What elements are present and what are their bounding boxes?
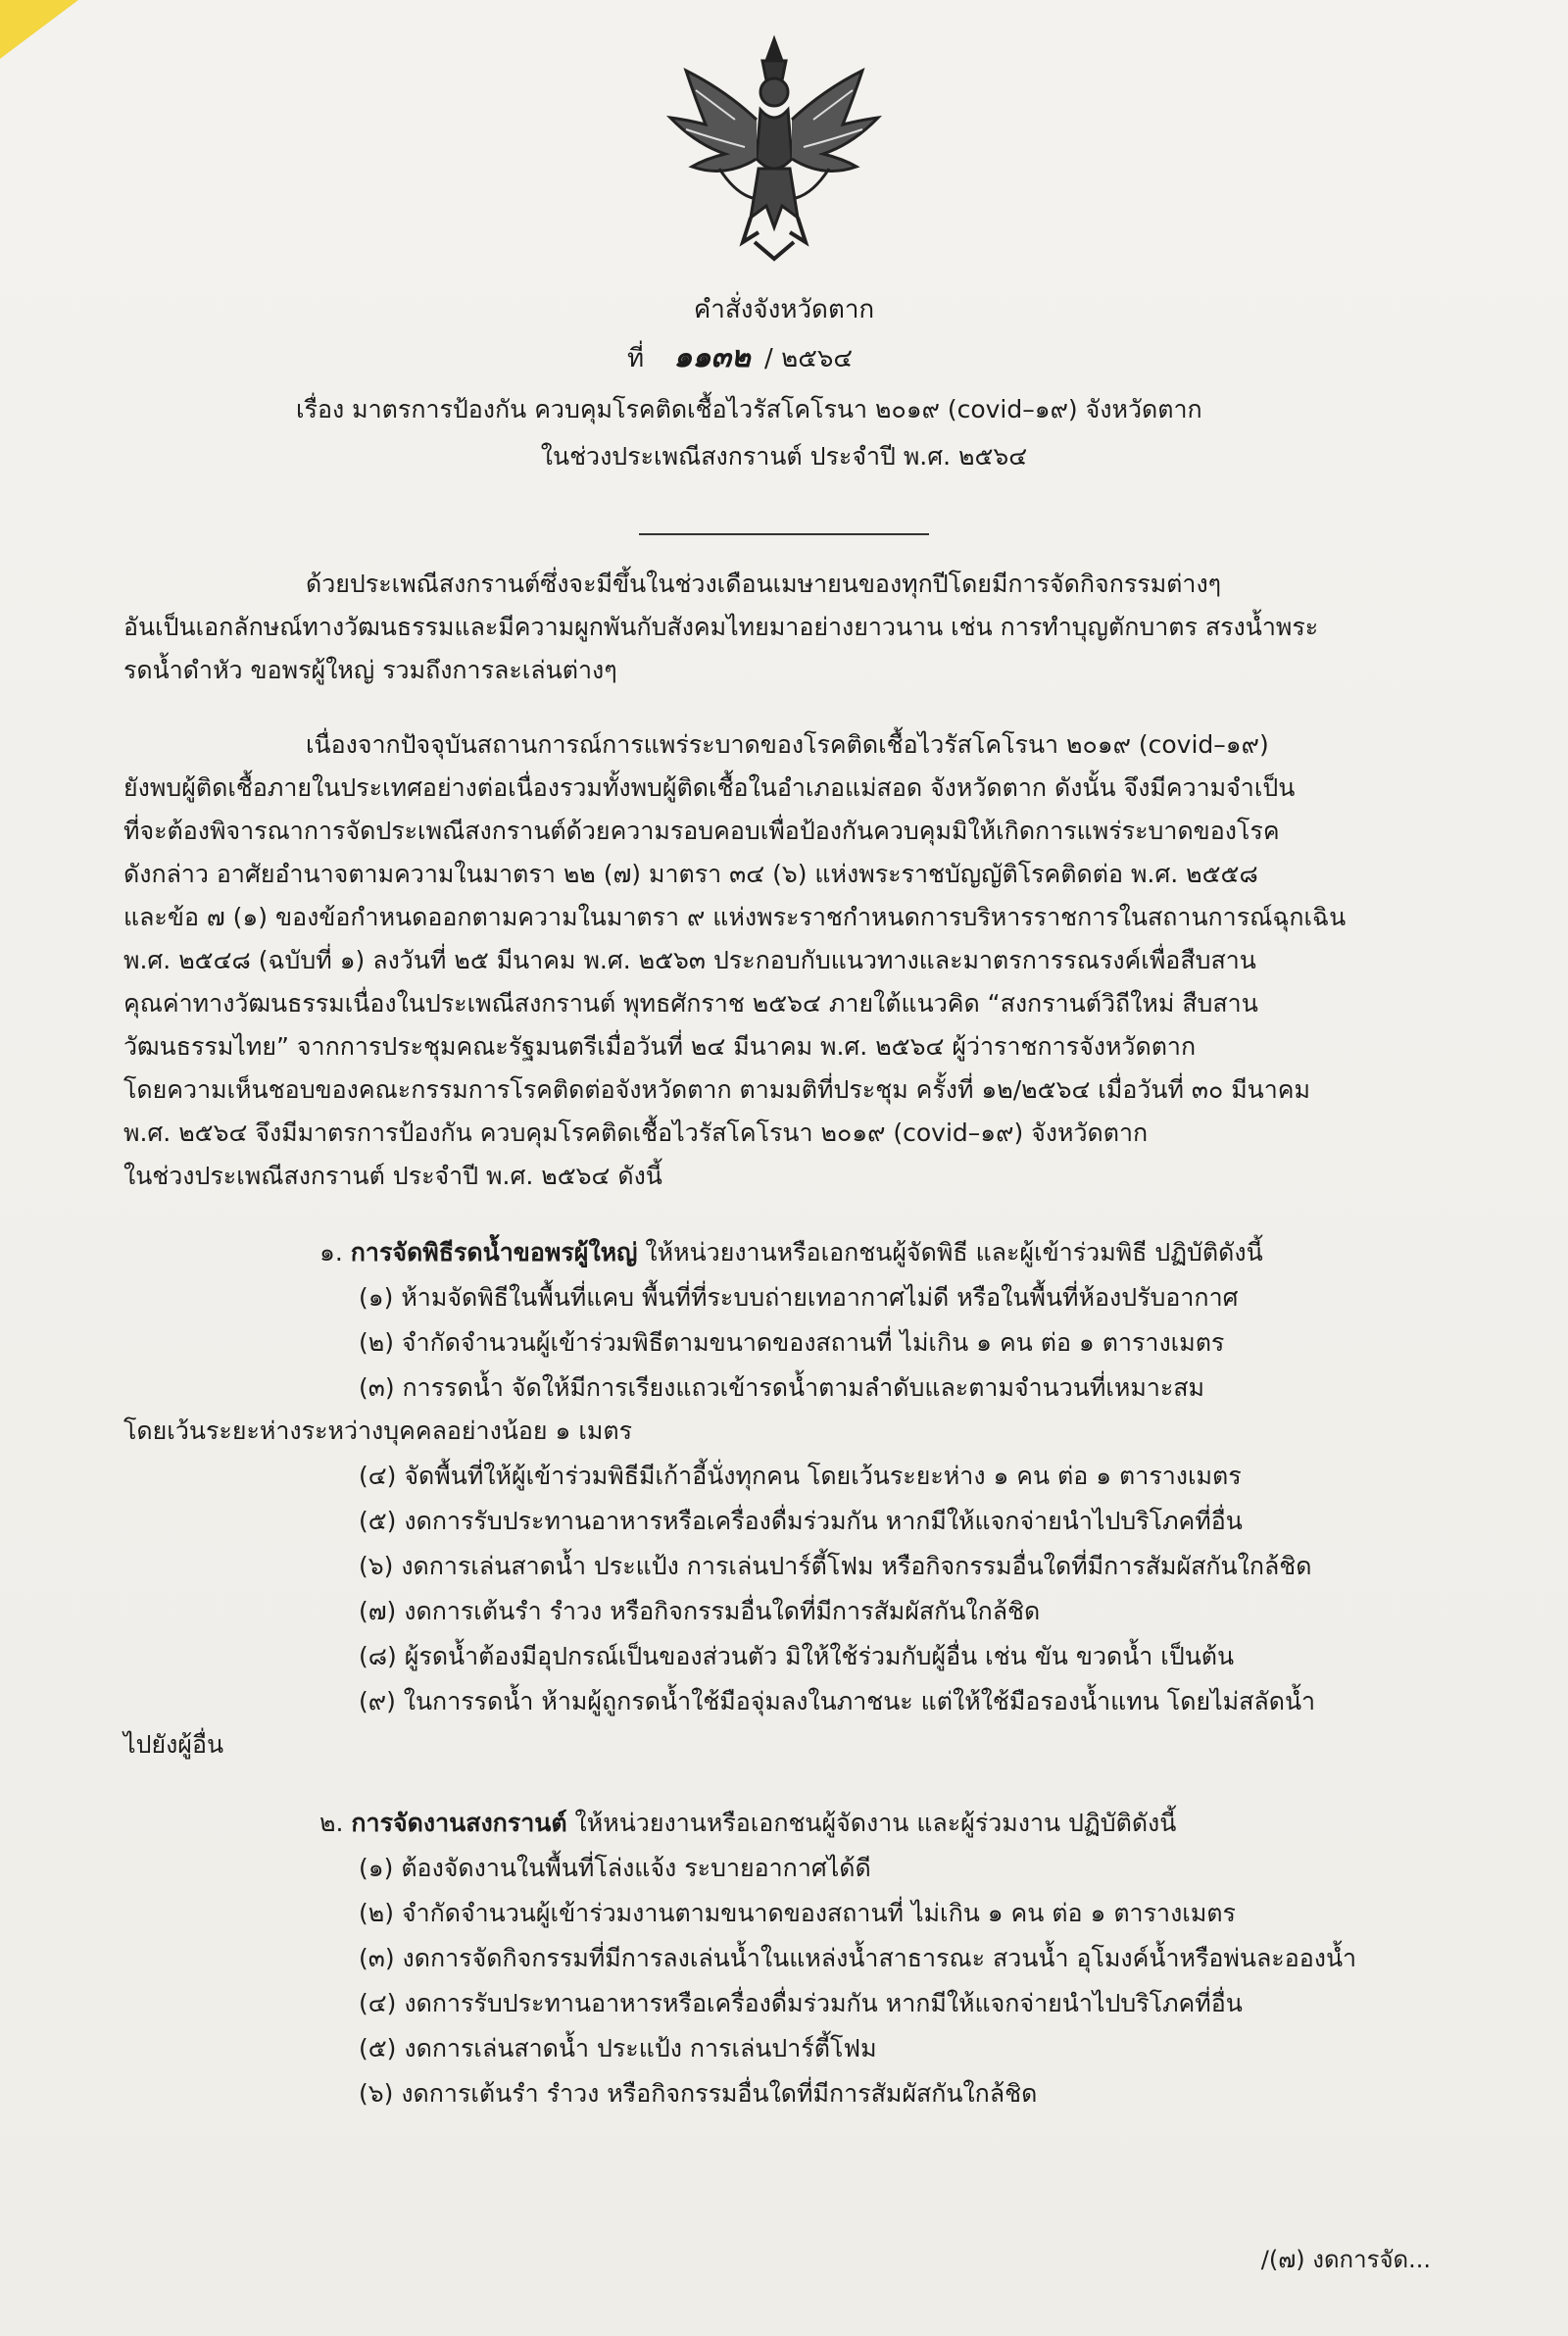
section1-intro: ให้หน่วยงานหรือเอกชนผู้จัดพิธี และผู้เข้าร่วมพิธี ปฏิบัติดังนี้	[637, 1238, 1263, 1267]
order-number-prefix: ที่	[627, 344, 645, 373]
section1-item-3: (๓) การรดน้ำ จัดให้มีการเรียงแถวเข้ารดน้ำตามลำดับและตามจำนวนที่เหมาะสม	[359, 1373, 1205, 1402]
garuda-emblem	[657, 31, 892, 267]
para2-line-8: วัฒนธรรมไทย” จากการประชุมคณะรัฐมนตรีเมื่อวันที่ ๒๔ มีนาคม พ.ศ. ๒๕๖๔ ผู้ว่าราชการจังหวัดตาก	[123, 1032, 1197, 1061]
section2-item-3: (๓) งดการจัดกิจกรรมที่มีการลงเล่นน้ำในแหล่งน้ำสาธารณะ สวนน้ำ อุโมงค์น้ำหรือพ่นละอองน้ำ	[359, 1944, 1357, 1972]
order-title: คำสั่งจังหวัดตาก	[693, 295, 875, 324]
para2-line-2: ยังพบผู้ติดเชื้อภายในประเทศอย่างต่อเนื่องรวมทั้งพบผู้ติดเชื้อในอำเภอแม่สอด จังหวัดตาก ดังนั้น จึงมีความจำเป็น	[123, 773, 1296, 802]
section2-item-4: (๔) งดการรับประทานอาหารหรือเครื่องดื่มร่วมกัน หากมีให้แจกจ่ายนำไปบริโภคที่อื่น	[359, 1989, 1243, 2017]
section1-item-7: (๗) งดการเต้นรำ รำวง หรือกิจกรรมอื่นใดที่มีการสัมผัสกันใกล้ชิด	[359, 1597, 1041, 1625]
para1-line-2: อันเป็นเอกลักษณ์ทางวัฒนธรรมและมีความผูกพันกับสังคมไทยมาอย่างยาวนาน เช่น การทำบุญตักบาตร สรงน้ำพระ	[123, 613, 1319, 641]
para2-line-1: เนื่องจากปัจจุบันสถานการณ์การแพร่ระบาดของโรคติดเชื้อไวรัสโคโรนา ๒๐๑๙ (covid–๑๙)	[306, 730, 1269, 759]
para2-line-7: คุณค่าทางวัฒนธรรมเนื่องในประเพณีสงกรานต์ พุทธศักราช ๒๕๖๔ ภายใต้แนวคิด “สงกรานต์วิถีใหม่ สืบสาน	[123, 989, 1258, 1018]
order-number-line	[627, 338, 853, 378]
section1-item-1: (๑) ห้ามจัดพิธีในพื้นที่แคบ พื้นที่ที่ระบบถ่ายเทอากาศไม่ดี หรือในพื้นที่ห้องปรับอากาศ	[359, 1283, 1239, 1312]
title-divider	[639, 533, 929, 535]
continuation-note: /(๗) งดการจัด...	[1260, 2246, 1431, 2273]
para2-line-4: ดังกล่าว อาศัยอำนาจตามความในมาตรา ๒๒ (๗) มาตรา ๓๔ (๖) แห่งพระราชบัญญัติโรคติดต่อ พ.ศ. ๒๕๕๘	[123, 860, 1258, 888]
section2-heading-line	[319, 1804, 1176, 1843]
section1-item-3-cont: โดยเว้นระยะห่างระหว่างบุคคลอย่างน้อย ๑ เมตร	[123, 1417, 633, 1445]
para2-line-5: และข้อ ๗ (๑) ของข้อกำหนดออกตามความในมาตรา ๙ แห่งพระราชกำหนดการบริหารราชการในสถานการณ์ฉุกเฉิน	[123, 903, 1347, 931]
section2-item-5: (๕) งดการเล่นสาดน้ำ ประแป้ง การเล่นปาร์ตี้โฟม	[359, 2034, 877, 2063]
para2-line-3: ที่จะต้องพิจารณาการจัดประเพณีสงกรานต์ด้วยความรอบคอบเพื่อป้องกันควบคุมมิให้เกิดการแพร่ระบาดของโรค	[123, 817, 1280, 845]
para1-line-1: ด้วยประเพณีสงกรานต์ซึ่งจะมีขึ้นในช่วงเดือนเมษายนของทุกปีโดยมีการจัดกิจกรรมต่างๆ	[306, 570, 1222, 598]
section2-intro: ให้หน่วยงานหรือเอกชนผู้จัดงาน และผู้ร่วมงาน ปฏิบัติดังนี้	[566, 1809, 1177, 1837]
section2-number: ๒.	[319, 1809, 344, 1837]
section2-item-6: (๖) งดการเต้นรำ รำวง หรือกิจกรรมอื่นใดที่มีการสัมผัสกันใกล้ชิด	[359, 2079, 1038, 2108]
order-number-value: ๑๑๓๒	[673, 340, 751, 374]
section1-item-8: (๘) ผู้รดน้ำต้องมีอุปกรณ์เป็นของส่วนตัว มิให้ใช้ร่วมกับผู้อื่น เช่น ขัน ขวดน้ำ เป็นต้น	[359, 1642, 1235, 1670]
section2-heading: การจัดงานสงกรานต์	[351, 1809, 567, 1837]
section2-item-1: (๑) ต้องจัดงานในพื้นที่โล่งแจ้ง ระบายอากาศได้ดี	[359, 1854, 871, 1882]
section1-heading-line	[319, 1233, 1263, 1272]
section2-item-2: (๒) จำกัดจำนวนผู้เข้าร่วมงานตามขนาดของสถานที่ ไม่เกิน ๑ คน ต่อ ๑ ตารางเมตร	[359, 1899, 1236, 1927]
order-number-year: / ๒๕๖๔	[764, 344, 854, 373]
para1-line-3: รดน้ำดำหัว ขอพรผู้ใหญ่ รวมถึงการละเล่นต่างๆ	[123, 656, 617, 684]
section1-number: ๑.	[319, 1238, 343, 1267]
section1-item-9: (๙) ในการรดน้ำ ห้ามผู้ถูกรดน้ำใช้มือจุ่มลงในภาชนะ แต่ให้ใช้มือรองน้ำแทน โดยไม่สลัดน้ำ	[359, 1687, 1316, 1715]
subject-line-1: เรื่อง มาตรการป้องกัน ควบคุมโรคติดเชื้อไวรัสโคโรนา ๒๐๑๙ (covid–๑๙) จังหวัดตาก	[296, 395, 1202, 423]
para2-line-9: โดยความเห็นชอบของคณะกรรมการโรคติดต่อจังหวัดตาก ตามมติที่ประชุม ครั้งที่ ๑๒/๒๕๖๔ เมื่อวันที่ ๓๐ มีนาคม	[123, 1075, 1311, 1104]
section1-item-2: (๒) จำกัดจำนวนผู้เข้าร่วมพิธีตามขนาดของสถานที่ ไม่เกิน ๑ คน ต่อ ๑ ตารางเมตร	[359, 1328, 1225, 1357]
para2-line-6: พ.ศ. ๒๕๔๘ (ฉบับที่ ๑) ลงวันที่ ๒๕ มีนาคม พ.ศ. ๒๕๖๓ ประกอบกับแนวทางและมาตรการรณรงค์เพื่อสืบสาน	[123, 946, 1256, 974]
yellow-tab-decoration	[0, 0, 78, 59]
section1-heading: การจัดพิธีรดน้ำขอพรผู้ใหญ่	[350, 1238, 638, 1267]
subject-line-2: ในช่วงประเพณีสงกรานต์ ประจำปี พ.ศ. ๒๕๖๔	[540, 442, 1028, 471]
section1-item-5: (๕) งดการรับประทานอาหารหรือเครื่องดื่มร่วมกัน หากมีให้แจกจ่ายนำไปบริโภคที่อื่น	[359, 1507, 1243, 1535]
para2-line-10: พ.ศ. ๒๕๖๔ จึงมีมาตรการป้องกัน ควบคุมโรคติดเชื้อไวรัสโคโรนา ๒๐๑๙ (covid–๑๙) จังหวัดตาก	[123, 1118, 1149, 1147]
section1-item-9-cont: ไปยังผู้อื่น	[123, 1730, 224, 1759]
section1-item-4: (๔) จัดพื้นที่ให้ผู้เข้าร่วมพิธีมีเก้าอี้นั่งทุกคน โดยเว้นระยะห่าง ๑ คน ต่อ ๑ ตารางเมตร	[359, 1462, 1242, 1490]
section1-item-6: (๖) งดการเล่นสาดน้ำ ประแป้ง การเล่นปาร์ตี้โฟม หรือกิจกรรมอื่นใดที่มีการสัมผัสกันใกล้ชิด	[359, 1552, 1312, 1580]
para2-line-11: ในช่วงประเพณีสงกรานต์ ประจำปี พ.ศ. ๒๕๖๔ ดังนี้	[123, 1162, 662, 1190]
